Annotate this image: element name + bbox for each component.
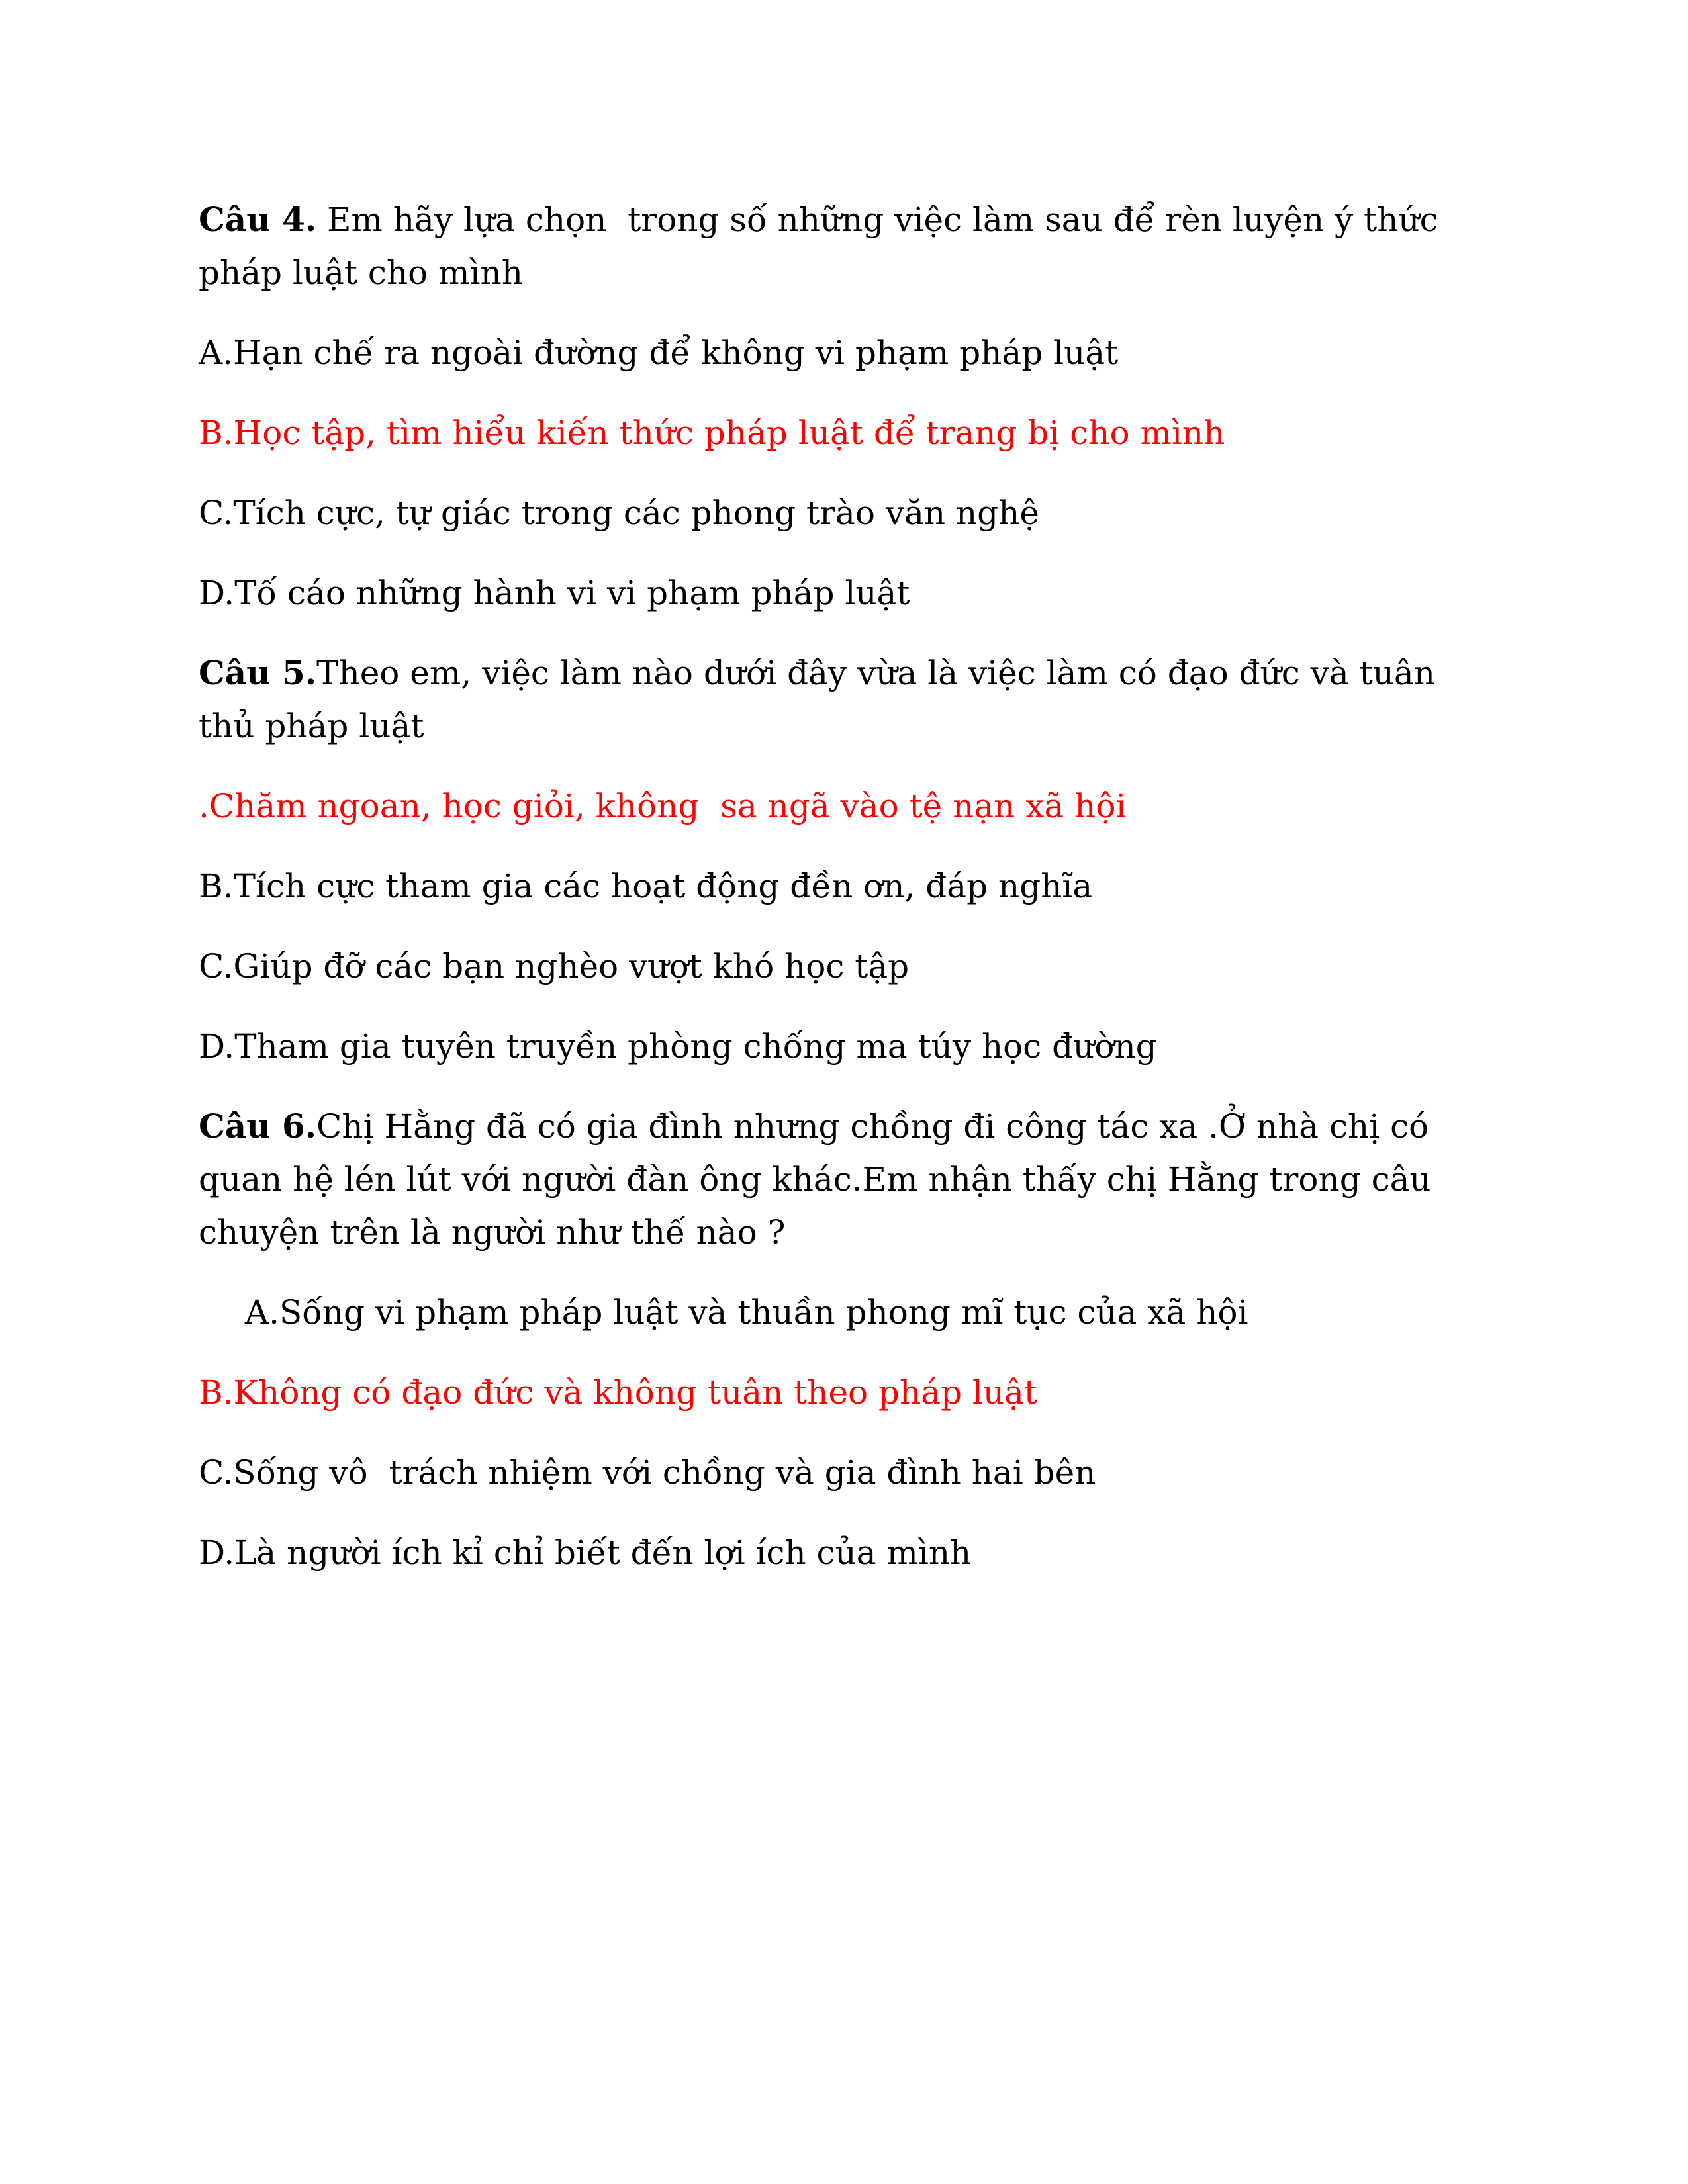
question-6-option-c: C.Sống vô trách nhiệm với chồng và gia đình hai bên (199, 1453, 1096, 1492)
question-6-label: Câu 6. (199, 1107, 317, 1146)
question-5-option-b: B.Tích cực tham gia các hoạt động đền ơn, đáp nghĩa (199, 867, 1093, 905)
question-5-option-c: C.Giúp đỡ các bạn nghèo vượt khó học tập (199, 947, 910, 985)
question-5-option-a-answer: .Chăm ngoan, học giỏi, không sa ngã vào tệ nạn xã hội (199, 787, 1127, 825)
question-5-option-d: D.Tham gia tuyên truyền phòng chống ma túy học đường (199, 1027, 1157, 1066)
question-5-label: Câu 5. (199, 653, 317, 692)
document-content (199, 193, 1489, 1606)
question-4-option-d: D.Tố cáo những hành vi vi phạm pháp luật (199, 574, 910, 612)
question-4-option-c: C.Tích cực, tự giác trong các phong trào văn nghệ (199, 494, 1039, 532)
question-5-text: Theo em, việc làm nào dưới đây vừa là việc làm có đạo đức và tuân thủ pháp luật (199, 654, 1446, 745)
question-6-option-b-answer: B.Không có đạo đức và không tuân theo pháp luật (199, 1373, 1038, 1412)
question-6-option-a: A.Sống vi phạm pháp luật và thuần phong mĩ tục của xã hội (245, 1293, 1248, 1332)
question-6-text: Chị Hằng đã có gia đình nhưng chồng đi công tác xa .Ở nhà chị có quan hệ lén lút với người đàn ông khác.Em nhận thấy chị Hằng trong câu chuyện trên là người như thế nào ? (199, 1107, 1442, 1251)
question-4-text: Em hãy lựa chọn trong số những việc làm sau để rèn luyện ý thức pháp luật cho mình (199, 201, 1449, 292)
question-4-option-a: A.Hạn chế ra ngoài đường để không vi phạm pháp luật (199, 334, 1119, 372)
question-4-option-b-answer: B.Học tập, tìm hiểu kiến thức pháp luật để trang bị cho mình (199, 414, 1225, 452)
question-4-label: Câu 4. (199, 200, 317, 239)
question-6-option-d: D.Là người ích kỉ chỉ biết đến lợi ích của mình (199, 1533, 972, 1572)
question-4 (199, 193, 1489, 299)
question-6 (199, 1100, 1489, 1259)
question-5 (199, 647, 1489, 752)
